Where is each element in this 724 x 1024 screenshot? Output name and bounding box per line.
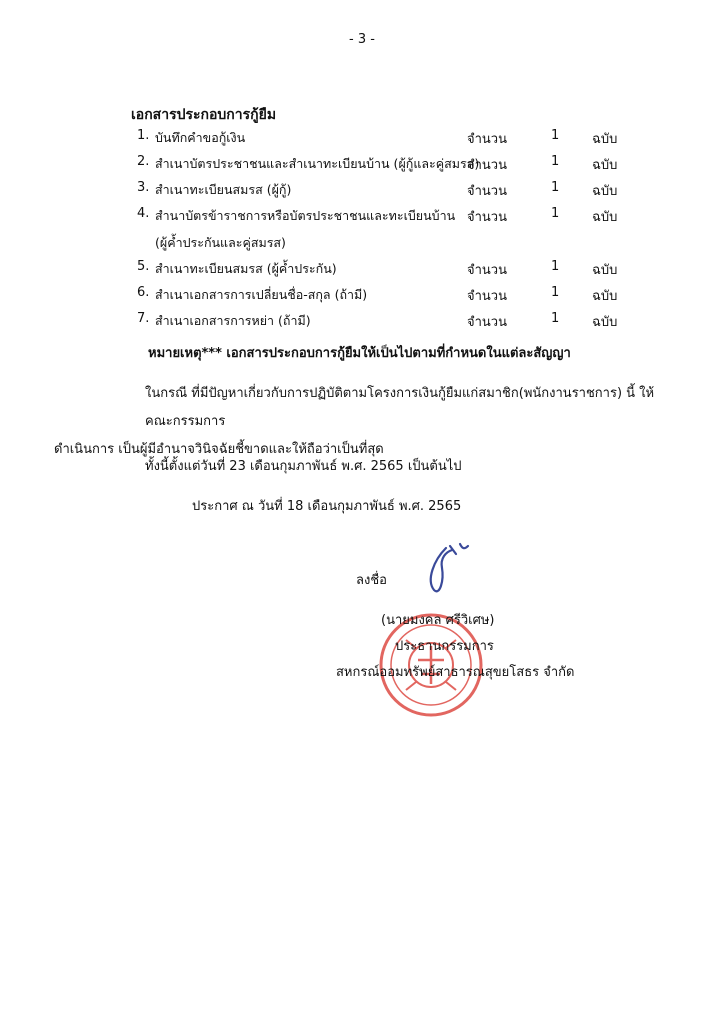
quantity-value: 1 <box>551 311 560 326</box>
document-number: 5. <box>137 259 150 274</box>
documents-heading: เอกสารประกอบการกู้ยืม <box>131 107 277 123</box>
quantity-label: จำนวน <box>467 289 507 304</box>
quantity-label: จำนวน <box>467 132 507 147</box>
quantity-value: 1 <box>551 206 560 221</box>
quantity-value: 1 <box>551 128 560 143</box>
document-item <box>0 285 724 307</box>
quantity-label: จำนวน <box>467 210 507 225</box>
document-item <box>0 128 724 150</box>
paragraph-line-2: ดำเนินการ เป็นผู้มีอำนาจวินิจฉัยชี้ขาดและให้ถือว่าเป็นที่สุด <box>54 442 384 457</box>
quantity-unit: ฉบับ <box>592 289 618 304</box>
note: หมายเหตุ*** เอกสารประกอบการกู้ยืมให้เป็นไปตามที่กำหนดในแต่ละสัญญา <box>148 346 571 361</box>
paragraph <box>54 380 674 464</box>
quantity-label: จำนวน <box>467 158 507 173</box>
quantity-unit: ฉบับ <box>592 315 618 330</box>
quantity-unit: ฉบับ <box>592 132 618 147</box>
quantity-label: จำนวน <box>467 184 507 199</box>
document-number: 2. <box>137 154 150 169</box>
handwritten-signature <box>416 540 476 600</box>
document-item <box>0 180 724 202</box>
quantity-value: 1 <box>551 285 560 300</box>
document-name: สำเนาทะเบียนสมรส (ผู้กู้) <box>155 182 292 197</box>
document-name: สำเนาเอกสารการเปลี่ยนชื่อ-สกุล (ถ้ามี) <box>155 287 368 302</box>
signature-label: ลงชื่อ <box>356 573 387 588</box>
document-item <box>0 206 724 228</box>
quantity-value: 1 <box>551 180 560 195</box>
document-name: บันทึกคำขอกู้เงิน <box>155 130 246 145</box>
document-item <box>0 311 724 333</box>
quantity-value: 1 <box>551 259 560 274</box>
document-number: 6. <box>137 285 150 300</box>
document-name: สำเนาเอกสารการหย่า (ถ้ามี) <box>155 313 311 328</box>
paragraph-line-1: ในกรณี ที่มีปัญหาเกี่ยวกับการปฏิบัติตามโครงการเงินกู้ยืมแก่สมาชิก(พนักงานราชการ) นี้ ให้คณะกรรมการ <box>145 386 655 429</box>
signer-organization: สหกรณ์ออมทรัพย์สาธารณสุขยโสธร จำกัด <box>336 665 575 680</box>
document-number: 1. <box>137 128 150 143</box>
quantity-unit: ฉบับ <box>592 158 618 173</box>
quantity-value: 1 <box>551 154 560 169</box>
page-number: - 3 - <box>349 32 375 47</box>
document-name: สำนาบัตรข้าราชการหรือบัตรประชาชนและทะเบียนบ้าน <box>155 208 456 223</box>
quantity-label: จำนวน <box>467 315 507 330</box>
document-number: 7. <box>137 311 150 326</box>
announcement-date-line: ประกาศ ณ วันที่ 18 เดือนกุมภาพันธ์ พ.ศ. 2565 <box>192 499 462 514</box>
quantity-unit: ฉบับ <box>592 210 618 225</box>
document-name: สำเนาทะเบียนสมรส (ผู้ค้ำประกัน) <box>155 261 337 276</box>
document-name-continuation: (ผู้ค้ำประกันและคู่สมรส) <box>155 235 286 250</box>
effective-date-line: ทั้งนี้ตั้งแต่วันที่ 23 เดือนกุมภาพันธ์ พ.ศ. 2565 เป็นต้นไป <box>145 459 462 474</box>
signer-name: (นายมงคล ศรีวิเศษ) <box>381 613 495 628</box>
document-number: 4. <box>137 206 150 221</box>
quantity-unit: ฉบับ <box>592 263 618 278</box>
document-item <box>0 154 724 176</box>
quantity-unit: ฉบับ <box>592 184 618 199</box>
document-item <box>0 259 724 281</box>
document-number: 3. <box>137 180 150 195</box>
document-name: สำเนาบัตรประชาชนและสำเนาทะเบียนบ้าน (ผู้กู้และคู่สมรส) <box>155 156 480 171</box>
signer-title: ประธานกรรมการ <box>395 639 494 654</box>
quantity-label: จำนวน <box>467 263 507 278</box>
